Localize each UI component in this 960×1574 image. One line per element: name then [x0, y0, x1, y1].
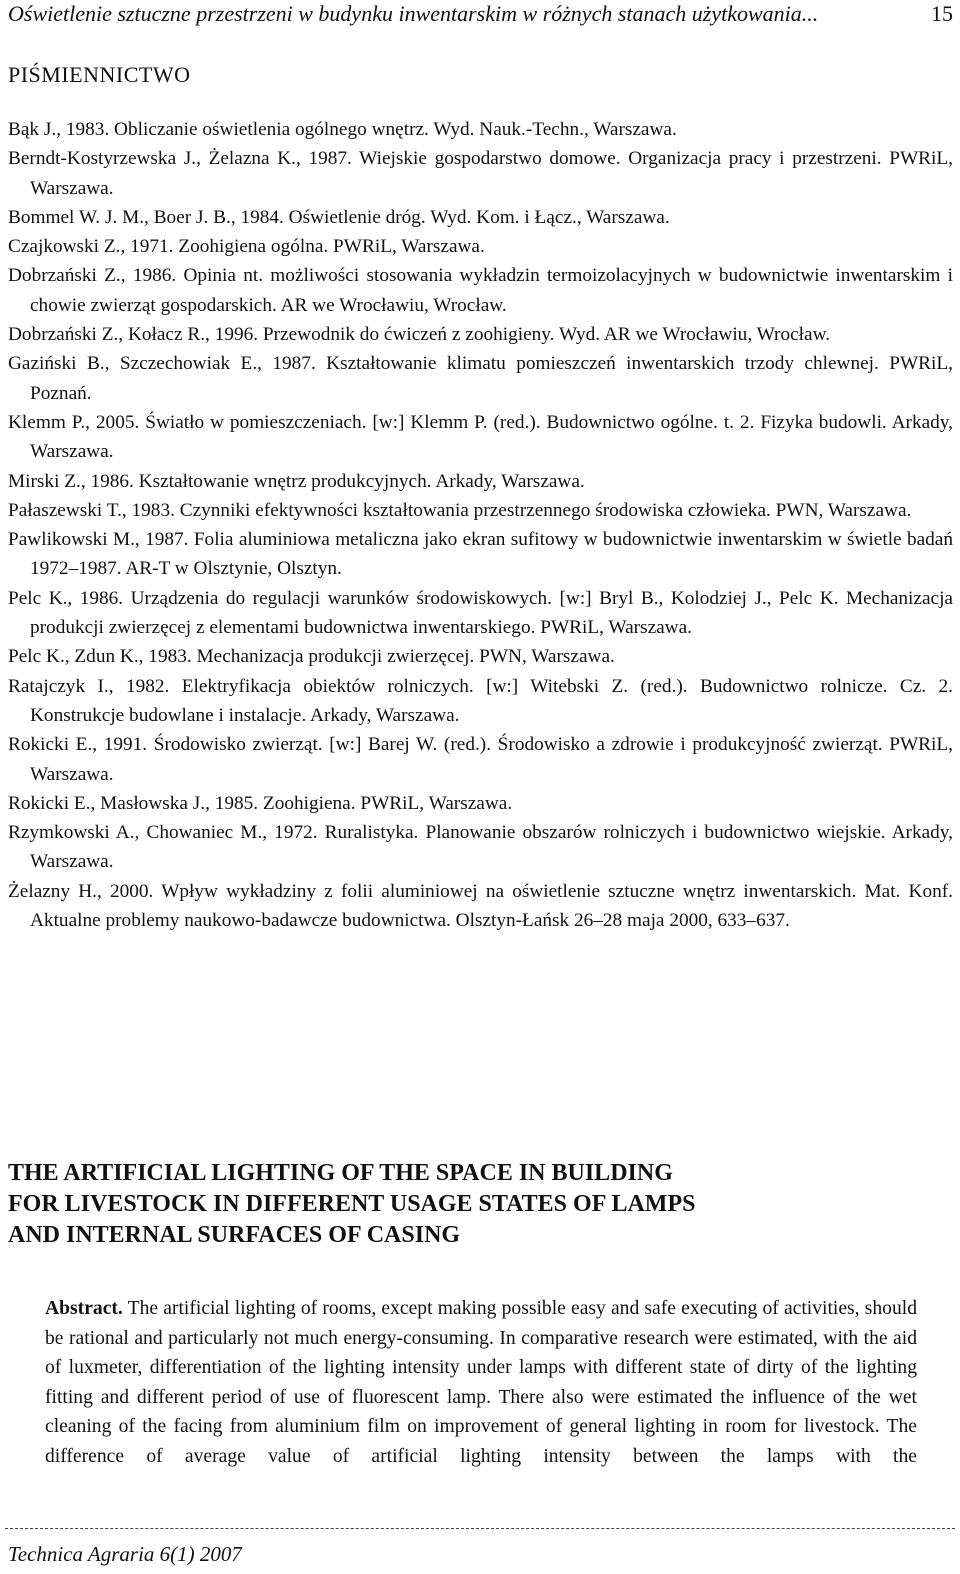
reference-item: Dobrzański Z., Kołacz R., 1996. Przewodnik do ćwiczeń z zoohigieny. Wyd. AR we Wrocławiu, Wrocław. [8, 324, 831, 346]
reference-item: Czajkowski Z., 1971. Zoohigiena ogólna. PWRiL, Warszawa. [8, 236, 485, 258]
section-heading: PIŚMIENNICTWO [8, 62, 191, 87]
running-header [8, 0, 953, 28]
reference-item: Mirski Z., 1986. Kształtowanie wnętrz produkcyjnych. Arkady, Warszawa. [8, 470, 585, 492]
reference-item: Berndt-Kostyrzewska J., Żelazna K., 1987. Wiejskie gospodarstwo domowe. Organizacja pracy i przestrzeni. PWRiL, Warszawa. [8, 148, 953, 199]
running-title: Oświetlenie sztuczne przestrzeni w budynku inwentarskim w różnych stanach użytkowania... [8, 1, 819, 26]
reference-item: Gaziński B., Szczechowiak E., 1987. Kształtowanie klimatu pomieszczeń inwentarskich trzody chlewnej. PWRiL, Poznań. [8, 353, 953, 404]
abstract-text: The artificial lighting of rooms, except making possible easy and safe executing of activities, should be rational and particularly not much energy-consuming. In comparative research were estimated, with the aid of luxmeter, differentiation of the lighting intensity under lamps with different state of dirty of the lighting fitting and different period of use of fluorescent lamp. There also were estimated the influence of the wet cleaning of the facing from aluminium film on improvement of general lighting in room for livestock. The difference of average value of artificial lighting intensity between the lamps with the [45, 1298, 917, 1467]
reference-item: Pawlikowski M., 1987. Folia aluminiowa metaliczna jako ekran sufitowy w budownictwie inwentarskim w świetle badań 1972–1987. AR-T w Olsztynie, Olsztyn. [8, 529, 953, 580]
english-title-line: FOR LIVESTOCK IN DIFFERENT USAGE STATES OF LAMPS [8, 1191, 696, 1217]
english-title-line: THE ARTIFICIAL LIGHTING OF THE SPACE IN BUILDING [8, 1160, 673, 1186]
reference-item: Pelc K., 1986. Urządzenia do regulacji warunków środowiskowych. [w:] Bryl B., Kolodziej J., Pelc K. Mechanizacja produkcji zwierzęcej z elementami budownictwa inwentarskiego. PWRiL, Warszawa. [8, 587, 953, 639]
reference-item: Klemm P., 2005. Światło w pomieszczeniach. [w:] Klemm P. (red.). Budownictwo ogólne. t. 2. Fizyka budowli. Arkady, Warszawa. [8, 411, 953, 463]
footer-divider [5, 1528, 955, 1529]
journal-footer: Technica Agraria 6(1) 2007 [8, 1542, 242, 1566]
reference-item: Rokicki E., Masłowska J., 1985. Zoohigiena. PWRiL, Warszawa. [8, 792, 513, 814]
english-title-line: AND INTERNAL SURFACES OF CASING [8, 1222, 461, 1248]
reference-item: Pałaszewski T., 1983. Czynniki efektywności kształtowania przestrzennego środowiska człowieka. PWN, Warszawa. [8, 499, 912, 521]
reference-item: Rzymkowski A., Chowaniec M., 1972. Ruralistyka. Planowanie obszarów rolniczych i budownictwo wiejskie. Arkady, Warszawa. [8, 822, 953, 873]
reference-item: Bąk J., 1983. Obliczanie oświetlenia ogólnego wnętrz. Wyd. Nauk.-Techn., Warszawa. [8, 119, 677, 140]
abstract [45, 1294, 917, 1471]
abstract-label: Abstract. [45, 1298, 123, 1319]
reference-item: Żelazny H., 2000. Wpływ wykładziny z folii aluminiowej na oświetlenie sztuczne wnętrz inwentarskich. Mat. Konf. Aktualne problemy naukowo-badawcze budownictwa. Olsztyn-Łańsk 26–28 maja 2000, 633–637. [8, 880, 953, 932]
reference-item: Dobrzański Z., 1986. Opinia nt. możliwości stosowania wykładzin termoizolacyjnych w budownictwie inwentarskim i chowie zwierząt gospodarskich. AR we Wrocławiu, Wrocław. [8, 265, 953, 316]
page-number: 15 [931, 1, 953, 26]
english-title [8, 1158, 908, 1251]
reference-item: Ratajczyk I., 1982. Elektryfikacja obiektów rolniczych. [w:] Witebski Z. (red.). Budownictwo rolnicze. Cz. 2. Konstrukcje budowlane i instalacje. Arkady, Warszawa. [8, 675, 953, 726]
reference-item: Bommel W. J. M., Boer J. B., 1984. Oświetlenie dróg. Wyd. Kom. i Łącz., Warszawa. [8, 206, 670, 228]
reference-list [8, 115, 953, 935]
reference-item: Rokicki E., 1991. Środowisko zwierząt. [w:] Barej W. (red.). Środowisko a zdrowie i produkcyjność zwierząt. PWRiL, Warszawa. [8, 734, 953, 785]
reference-item: Pelc K., Zdun K., 1983. Mechanizacja produkcji zwierzęcej. PWN, Warszawa. [8, 646, 615, 668]
